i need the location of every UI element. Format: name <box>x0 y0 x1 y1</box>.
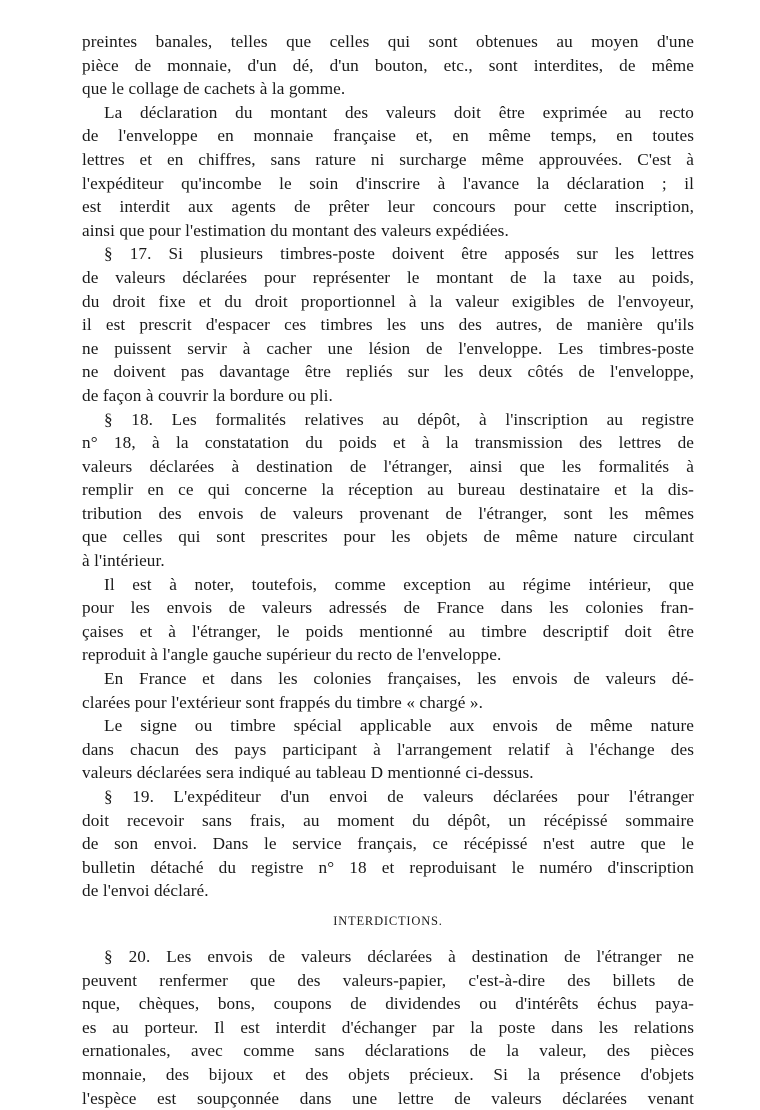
text-line: es au porteur. Il est interdit d'échanger par la poste dans les relations <box>82 1017 694 1037</box>
text-line: l'espèce est soupçonnée dans une lettre de valeurs déclarées venant <box>82 1088 694 1108</box>
text-line: reproduit à l'angle gauche supérieur du recto de l'enveloppe. <box>82 645 502 665</box>
text-line: bulletin détaché du registre n° 18 et reproduisant le numéro d'inscription <box>82 857 694 877</box>
text-line: ainsi que pour l'estimation du montant des valeurs expédiées. <box>82 220 509 240</box>
text-line: de façon à couvrir la bordure ou pli. <box>82 385 333 405</box>
paragraph-declaration-amount <box>82 101 694 243</box>
text-line: çaises et à l'étranger, le poids mentionné au timbre descriptif doit être <box>82 621 694 641</box>
text-line: La déclaration du montant des valeurs doit être exprimée au recto <box>104 102 694 122</box>
text-line: pièce de monnaie, d'un dé, d'un bouton, etc., sont interdites, de même <box>82 55 694 75</box>
section-heading: INTERDICTIONS. <box>333 913 443 928</box>
text-line: § 20. Les envois de valeurs déclarées à destination de l'étranger ne <box>104 946 694 966</box>
text-line: tribution des envois de valeurs provenant de l'étranger, sont les mêmes <box>82 503 694 523</box>
text-line: valeurs déclarées à destination de l'étranger, ainsi que les formalités à <box>82 456 694 476</box>
paragraph-section-17 <box>82 242 694 407</box>
text-line: remplir en ce qui concerne la réception au bureau destinataire et la dis- <box>82 480 694 500</box>
text-line: preintes banales, telles que celles qui sont obtenues au moyen d'une <box>82 32 694 51</box>
text-line: nque, chèques, bons, coupons de dividendes ou d'intérêts échus paya- <box>82 994 694 1014</box>
body-text-after-heading <box>82 945 694 1110</box>
text-line: à l'intérieur. <box>82 551 165 571</box>
text-line: ne puissent servir à cacher une lésion de l'enveloppe. Les timbres-poste <box>82 338 694 358</box>
paragraph-charge-stamp <box>82 667 694 714</box>
text-line: de valeurs déclarées pour représenter le montant de la taxe au poids, <box>82 267 694 287</box>
text-line: est interdit aux agents de prêter leur concours pour cette inscription, <box>82 197 694 217</box>
text-line: il est prescrit d'espacer ces timbres les uns des autres, de manière qu'ils <box>82 315 694 335</box>
text-line: de son envoi. Dans le service français, ce récépissé n'est autre que le <box>82 834 694 854</box>
text-line: que le collage de cachets à la gomme. <box>82 79 346 99</box>
paragraph-exception <box>82 573 694 667</box>
body-text-before-heading <box>82 30 694 903</box>
text-line: ernationales, avec comme sans déclarations de la valeur, des pièces <box>82 1041 694 1061</box>
text-line: n° 18, à la constatation du poids et à la transmission des lettres de <box>82 433 694 453</box>
text-line: dans chacun des pays participant à l'arrangement relatif à l'échange des <box>82 739 694 759</box>
text-line: l'expéditeur qu'incombe le soin d'inscrire à l'avance la déclaration ; il <box>82 173 694 193</box>
text-line: monnaie, des bijoux et des objets précieux. Si la présence d'objets <box>82 1064 694 1084</box>
text-line: de l'enveloppe en monnaie française et, en même temps, en toutes <box>82 126 694 146</box>
text-line: § 17. Si plusieurs timbres-poste doivent être apposés sur les lettres <box>104 244 694 264</box>
text-line: que celles qui sont prescrites pour les objets de même nature circulant <box>82 527 694 547</box>
text-line: Le signe ou timbre spécial applicable aux envois de même nature <box>104 716 694 736</box>
text-line: § 19. L'expéditeur d'un envoi de valeurs déclarées pour l'étranger <box>104 787 694 806</box>
paragraph-section-19 <box>82 785 694 903</box>
text-line: peuvent renfermer que des valeurs-papier, c'est-à-dire des billets de <box>82 970 694 990</box>
text-line: de l'envoi déclaré. <box>82 881 209 901</box>
text-line: clarées pour l'extérieur sont frappés du timbre « chargé ». <box>82 692 483 712</box>
text-line: doit recevoir sans frais, au moment du dépôt, un récépissé sommaire <box>82 810 694 830</box>
paragraph-stamps-prohibited <box>82 30 694 101</box>
text-line: Il est à noter, toutefois, comme exception au régime intérieur, que <box>104 574 694 594</box>
text-line: valeurs déclarées sera indiqué au tableau D mentionné ci-dessus. <box>82 763 534 783</box>
text-line: En France et dans les colonies françaises, les envois de valeurs dé- <box>104 669 694 689</box>
text-line: lettres et en chiffres, sans rature ni surcharge même approuvées. C'est à <box>82 149 694 169</box>
text-line: ne doivent pas davantage être repliés sur les deux côtés de l'enveloppe, <box>82 362 694 382</box>
text-line: pour les envois de valeurs adressés de France dans les colonies fran- <box>82 598 694 618</box>
paragraph-special-sign <box>82 714 694 785</box>
text-line: § 18. Les formalités relatives au dépôt, à l'inscription au registre <box>104 409 694 429</box>
text-line: du droit fixe et du droit proportionnel à la valeur exigibles de l'envoyeur, <box>82 291 694 311</box>
paragraph-section-20 <box>82 945 694 1110</box>
paragraph-section-18 <box>82 408 694 573</box>
